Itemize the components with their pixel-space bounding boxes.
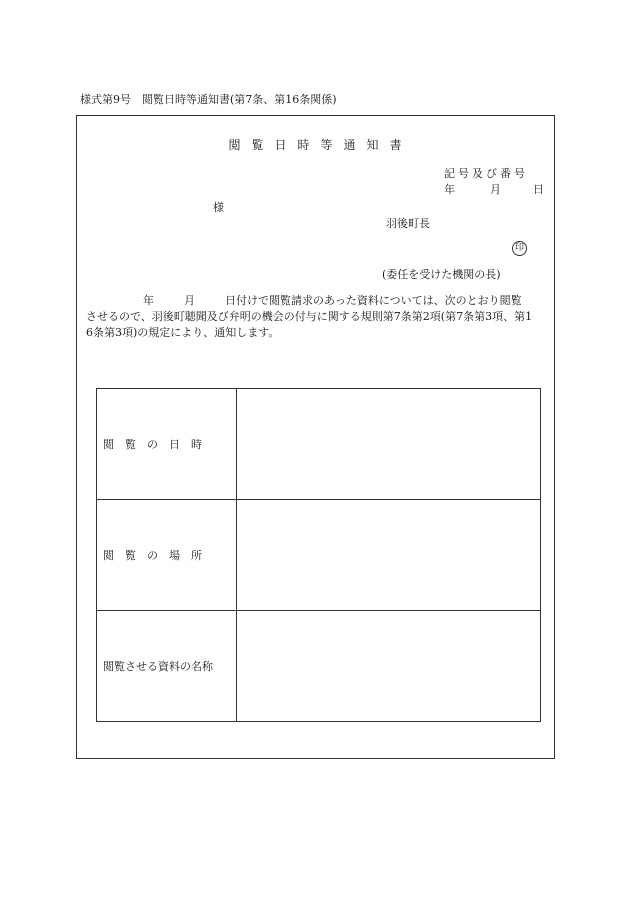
- notice-body: [86, 293, 548, 341]
- seal-icon: 印: [512, 241, 527, 256]
- form-number-label: 様式第9号 閲覧日時等通知書(第7条、第16条関係): [80, 93, 337, 106]
- viewing-info-table: [96, 388, 541, 722]
- delegate-note: (委任を受けた機関の長): [382, 268, 501, 281]
- notice-line-1: [86, 293, 548, 309]
- issuer-name: 羽後町長: [386, 217, 430, 230]
- row-label-viewing-datetime: 閲 覧 の 日 時: [97, 389, 237, 500]
- row-label-viewing-place: 閲 覧 の 場 所: [97, 500, 237, 611]
- notice-month: 月: [184, 294, 195, 307]
- row-label-document-name: 閲覧させる資料の名称: [97, 611, 237, 722]
- date-year: 年: [444, 183, 455, 196]
- table-row: [97, 389, 541, 500]
- notice-line-3: 6条第3項)の規定により、通知します。: [86, 326, 280, 339]
- notice-line-2: させるので、羽後町聴聞及び弁明の機会の付与に関する規則第7条第2項(第7条第3項、第1: [86, 310, 533, 323]
- document-number-label: 記号及び番号: [444, 167, 528, 180]
- document-title: 閲覧日時等通知書: [228, 138, 413, 152]
- date-month: 月: [490, 183, 501, 196]
- field-viewing-place[interactable]: [237, 500, 541, 611]
- issue-date: [444, 181, 544, 197]
- notice-line-1-rest: 日付けで閲覧請求のあった資料については、次のとおり閲覧: [225, 294, 522, 307]
- field-document-name[interactable]: [237, 611, 541, 722]
- table-row: [97, 611, 541, 722]
- addressee-suffix: 様: [213, 201, 224, 214]
- date-day: 日: [533, 183, 544, 196]
- notice-year: 年: [143, 294, 154, 307]
- field-viewing-datetime[interactable]: [237, 389, 541, 500]
- table-row: [97, 500, 541, 611]
